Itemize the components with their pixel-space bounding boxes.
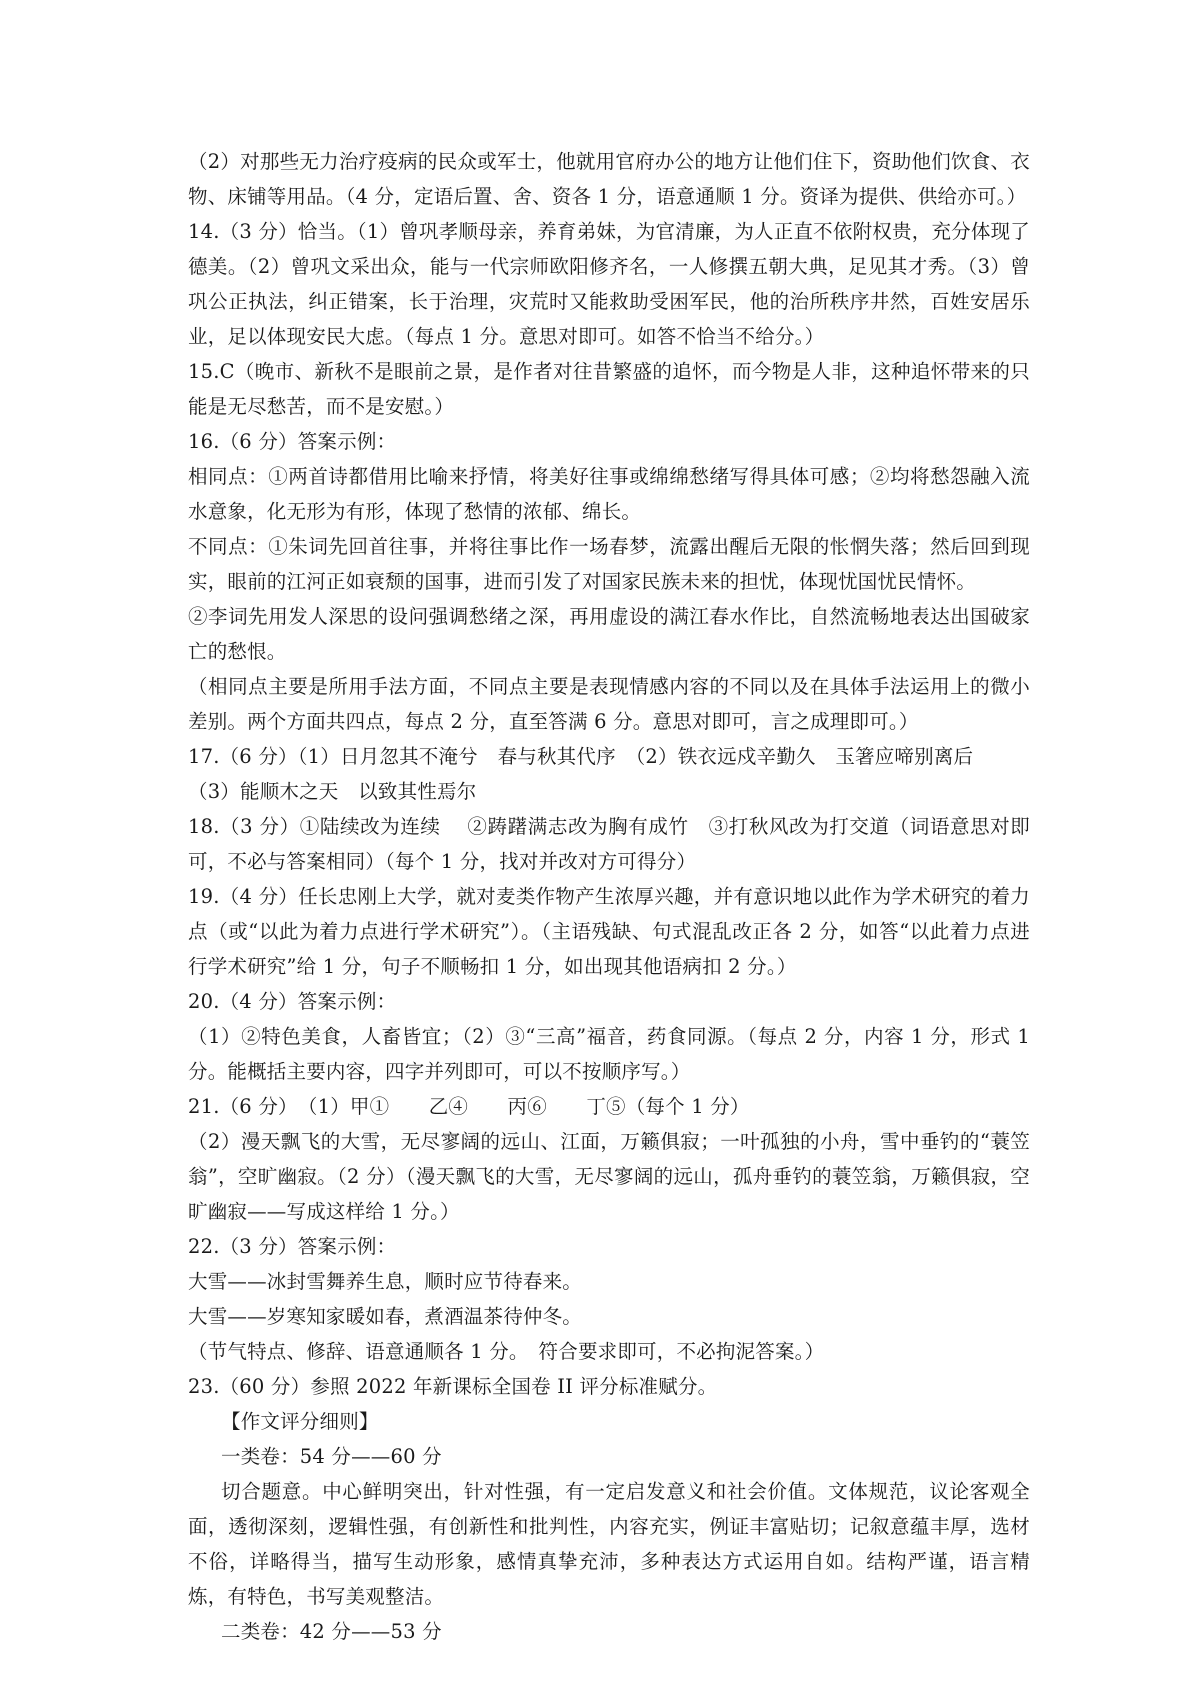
answer-22-example-1: 大雪——冰封雪舞养生息，顺时应节待春来。 — [188, 1270, 583, 1293]
answer-23: 23.（60 分）参照 2022 年新课标全国卷 II 评分标准赋分。 — [188, 1375, 718, 1398]
answer-19: 19.（4 分）任长忠刚上大学，就对麦类作物产生浓厚兴趣，并有意识地以此作为学术研究的着力点（或“以此为着力点进行学术研究”）。（主语残缺、句式混乱改正各 2 分，如答“以此着力点进行学术研究”给 1 分，句子不顺畅扣 1 分，如出现其他语病扣 2 分。） — [188, 885, 1030, 978]
answer-16-similarity: 相同点：①两首诗都借用比喻来抒情，将美好往事或绵绵愁绪写得具体可感；②均将愁怨融入流水意象，化无形为有形，体现了愁情的浓郁、绵长。 — [188, 465, 1030, 523]
answer-22-heading: 22.（3 分）答案示例： — [188, 1235, 397, 1258]
answer-21-part-1: 21.（6 分） （1）甲① 乙④ 丙⑥ 丁⑤（每个 1 分） — [188, 1095, 750, 1118]
document-page — [188, 144, 1030, 1649]
answer-18: 18.（3 分）①陆续改为连续 ②踌躇满志改为胸有成竹 ③打秋风改为打交道（词语意思对即可，不必与答案相同）（每个 1 分，找对并改对方可得分） — [188, 815, 1030, 873]
essay-grade-2-range: 二类卷：42 分——53 分 — [221, 1620, 442, 1643]
answer-17: 17.（6 分）（1）日月忽其不淹兮 春与秋其代序 （2）铁衣远戍辛勤久 玉箸应啼别离后 — [188, 745, 974, 768]
answer-13-2: （2）对那些无力治疗疫病的民众或军士，他就用官府办公的地方让他们住下，资助他们饮食、衣物、床铺等用品。（4 分，定语后置、舍、资各 1 分，语意通顺 1 分。资译为提供、供给亦可。） — [188, 150, 1030, 208]
answer-16-difference-2: ②李词先用发人深思的设问强调愁绪之深，再用虚设的满江春水作比，自然流畅地表达出国破家亡的愁恨。 — [188, 605, 1030, 663]
answer-16-difference-1: 不同点：①朱词先回首往事，并将往事比作一场春梦，流露出醒后无限的怅惘失落；然后回到现实，眼前的江河正如衰颓的国事，进而引发了对国家民族未来的担忧，体现忧国忧民情怀。 — [188, 535, 1030, 593]
answer-22-example-2: 大雪——岁寒知家暖如春，煮酒温茶待仲冬。 — [188, 1305, 583, 1328]
answer-14: 14.（3 分）恰当。（1）曾巩孝顺母亲，养育弟妹，为官清廉，为人正直不依附权贵，充分体现了德美。（2）曾巩文采出众，能与一代宗师欧阳修齐名，一人修撰五朝大典，足见其才秀。（3）曾巩公正执法，纠正错案，长于治理，灾荒时又能救助受困军民，他的治所秩序井然，百姓安居乐业，足以体现安民大虑。（每点 1 分。意思对即可。如答不恰当不给分。） — [188, 220, 1030, 348]
answer-21-part-2: （2）漫天飘飞的大雪，无尽寥阔的远山、江面，万籁俱寂；一叶孤独的小舟，雪中垂钓的“蓑笠翁”，空旷幽寂。（2 分）（漫天飘飞的大雪，无尽寥阔的远山，孤舟垂钓的蓑笠翁，万籁俱寂，空旷幽寂——写成这样给 1 分。） — [188, 1130, 1030, 1223]
answer-15: 15.C（晚市、新秋不是眼前之景，是作者对往昔繁盛的追怀，而今物是人非，这种追怀带来的只能是无尽愁苦，而不是安慰。） — [188, 360, 1030, 418]
answer-20-heading: 20.（4 分）答案示例： — [188, 990, 397, 1013]
essay-grade-1-criteria: 切合题意。中心鲜明突出，针对性强，有一定启发意义和社会价值。文体规范，议论客观全面，透彻深刻，逻辑性强，有创新性和批判性，内容充实，例证丰富贴切；记叙意蕴丰厚，选材不俗，详略得当，描写生动形象，感情真挚充沛，多种表达方式运用自如。结构严谨，语言精炼，有特色，书写美观整洁。 — [188, 1480, 1030, 1608]
answer-20: （1）②特色美食，人畜皆宜；（2）③“三高”福音，药食同源。（每点 2 分，内容 1 分，形式 1 分。能概括主要内容，四字并列即可，可以不按顺序写。） — [188, 1025, 1030, 1083]
answer-17-part-3: （3）能顺木之天 以致其性焉尔 — [188, 780, 477, 803]
answer-16-note: （相同点主要是所用手法方面，不同点主要是表现情感内容的不同以及在具体手法运用上的微小差别。两个方面共四点，每点 2 分，直至答满 6 分。意思对即可，言之成理即可。） — [188, 675, 1030, 733]
essay-rubric-title: 【作文评分细则】 — [221, 1410, 379, 1433]
essay-grade-1-range: 一类卷：54 分——60 分 — [221, 1445, 442, 1468]
answer-16-heading: 16.（6 分）答案示例： — [188, 430, 397, 453]
answer-22-note: （节气特点、修辞、语意通顺各 1 分。 符合要求即可，不必拘泥答案。） — [188, 1340, 825, 1363]
